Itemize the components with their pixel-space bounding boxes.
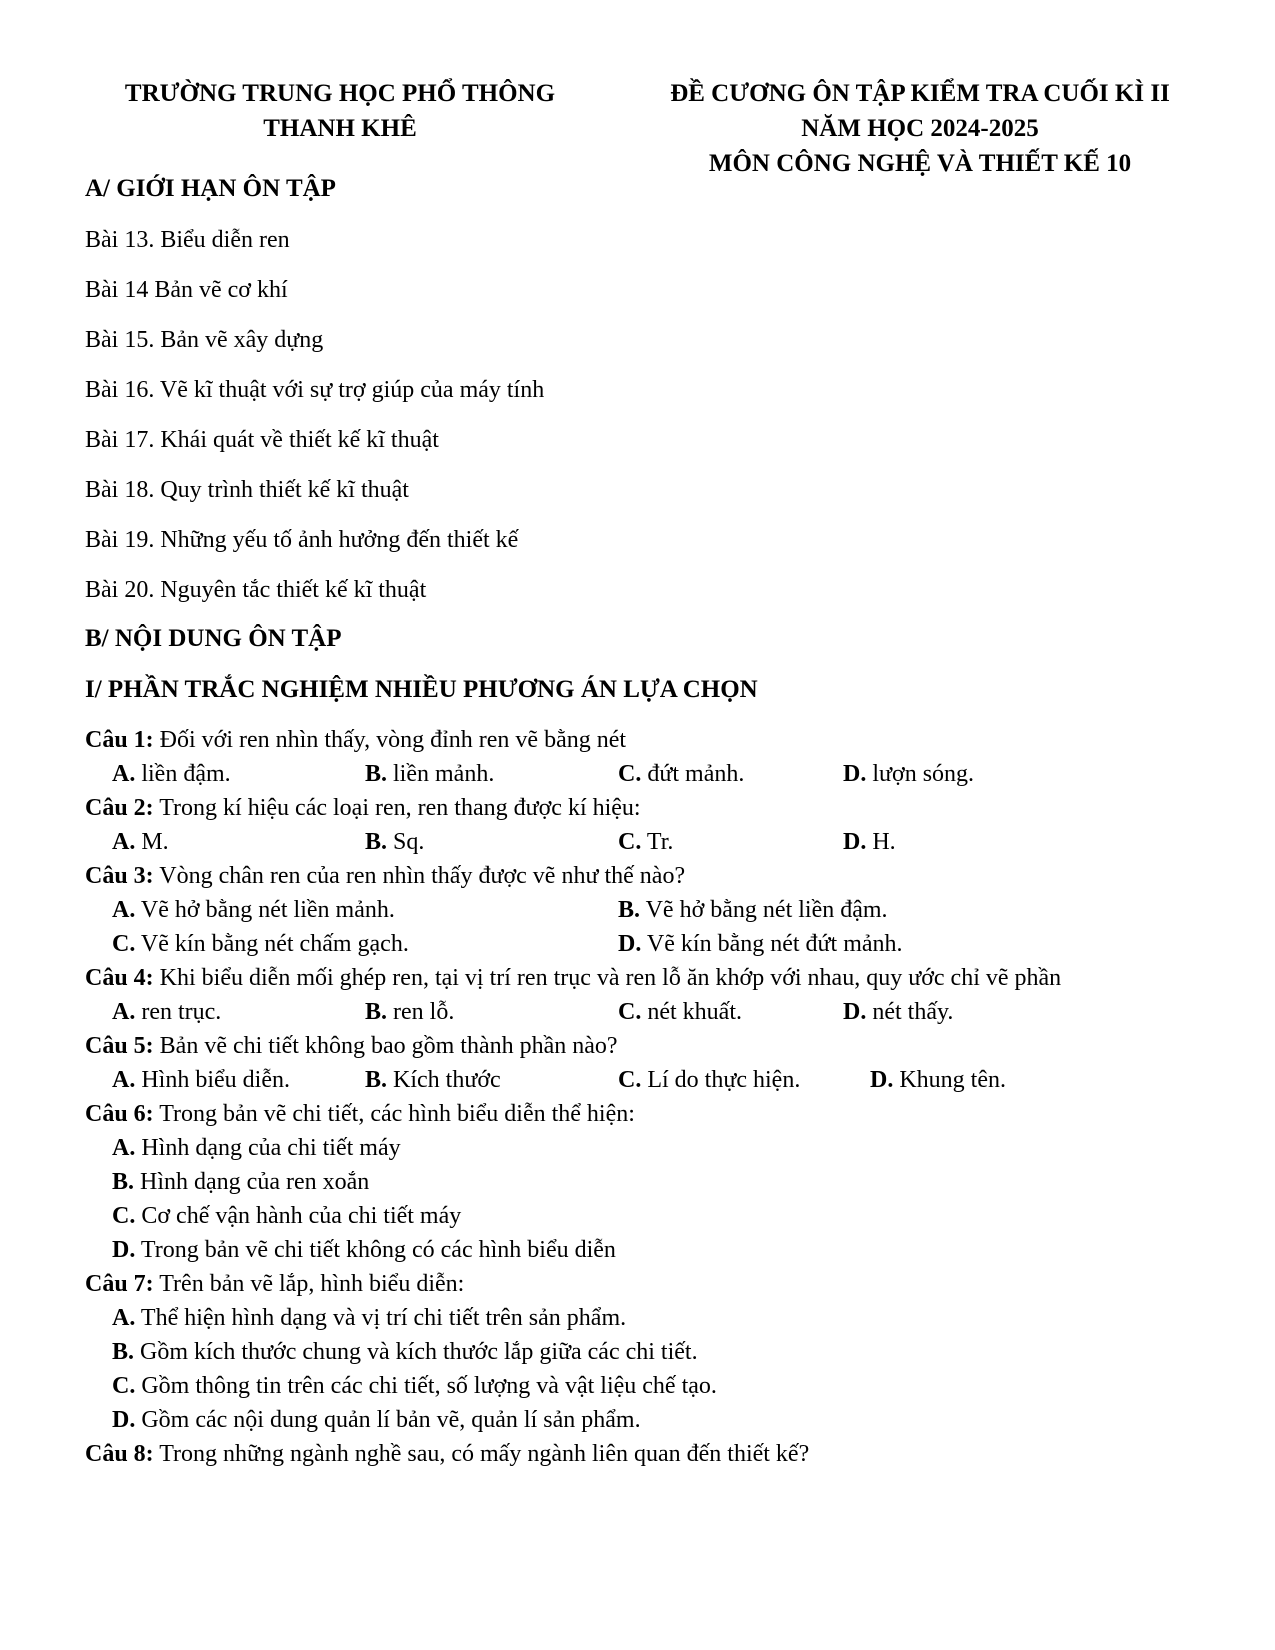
option-a: A. Vẽ hở bằng nét liền mảnh. <box>112 897 395 923</box>
question-label: Câu 7: <box>85 1271 154 1297</box>
option-b: B. Vẽ hở bằng nét liền đậm. <box>618 897 888 923</box>
option-b: B. Kích thước <box>365 1067 501 1093</box>
option-d: D. Vẽ kín bằng nét đứt mảnh. <box>618 931 903 957</box>
option-c: C. Vẽ kín bằng nét chấm gạch. <box>112 931 409 957</box>
document-title-line-3: MÔN CÔNG NGHỆ VÀ THIẾT KẾ 10 <box>708 150 1132 177</box>
option-a: A. M. <box>112 829 169 855</box>
option-d: D. H. <box>843 829 896 855</box>
document-title-line-2: NĂM HỌC 2024-2025 <box>801 115 1039 142</box>
question-text: Trên bản vẽ lắp, hình biểu diễn: <box>153 1271 465 1297</box>
option-b: B. liền mảnh. <box>365 761 495 787</box>
question-8 <box>85 1442 809 1466</box>
question-text: Vòng chân ren của ren nhìn thấy được vẽ như thế nào? <box>153 863 686 889</box>
question-5 <box>85 1034 618 1058</box>
question-text: Trong bản vẽ chi tiết, các hình biểu diễn thể hiện: <box>153 1101 635 1127</box>
question-label: Câu 2: <box>85 795 154 821</box>
question-text: Bản vẽ chi tiết không bao gồm thành phần nào? <box>153 1033 618 1059</box>
question-6 <box>85 1102 635 1126</box>
option-c: C. Lí do thực hiện. <box>618 1067 801 1093</box>
option-a: A. ren trục. <box>112 999 222 1025</box>
lesson-item: Bài 17. Khái quát về thiết kế kĩ thuật <box>85 427 439 453</box>
question-label: Câu 4: <box>85 965 154 991</box>
part-1-title: I/ PHẦN TRẮC NGHIỆM NHIỀU PHƯƠNG ÁN LỰA CHỌN <box>85 676 758 703</box>
option-d: D. Trong bản vẽ chi tiết không có các hình biểu diễn <box>112 1237 616 1263</box>
question-text: Trong những ngành nghề sau, có mấy ngành liên quan đến thiết kế? <box>153 1441 810 1467</box>
option-c: C. Gồm thông tin trên các chi tiết, số lượng và vật liệu chế tạo. <box>112 1373 717 1399</box>
option-c: C. Tr. <box>618 829 674 855</box>
question-text: Khi biểu diễn mối ghép ren, tại vị trí ren trục và ren lỗ ăn khớp với nhau, quy ước chỉ vẽ phần <box>153 965 1062 991</box>
question-text: Đối với ren nhìn thấy, vòng đỉnh ren vẽ bằng nét <box>153 727 627 753</box>
option-a: A. Hình biểu diễn. <box>112 1067 290 1093</box>
question-label: Câu 6: <box>85 1101 154 1127</box>
option-c: C. đứt mảnh. <box>618 761 745 787</box>
option-a: A. liền đậm. <box>112 761 231 787</box>
option-b: B. Gồm kích thước chung và kích thước lắp giữa các chi tiết. <box>112 1339 698 1365</box>
question-label: Câu 5: <box>85 1033 154 1059</box>
lesson-item: Bài 15. Bản vẽ xây dựng <box>85 327 324 353</box>
question-3 <box>85 864 685 888</box>
document-title <box>625 76 1215 181</box>
section-a-title: A/ GIỚI HẠN ÔN TẬP <box>85 175 336 202</box>
option-d: D. nét thấy. <box>843 999 954 1025</box>
question-text: Trong kí hiệu các loại ren, ren thang được kí hiệu: <box>153 795 641 821</box>
option-c: C. nét khuất. <box>618 999 742 1025</box>
option-a: A. Thể hiện hình dạng và vị trí chi tiết trên sản phẩm. <box>112 1305 627 1331</box>
option-d: D. Khung tên. <box>870 1067 1006 1093</box>
school-name-line-2: THANH KHÊ <box>263 115 417 142</box>
document-title-line-1: ĐỀ CƯƠNG ÔN TẬP KIỂM TRA CUỐI KÌ II <box>670 80 1170 107</box>
school-name-line-1: TRƯỜNG TRUNG HỌC PHỔ THÔNG <box>124 80 556 107</box>
option-c: C. Cơ chế vận hành của chi tiết máy <box>112 1203 462 1229</box>
lesson-item: Bài 20. Nguyên tắc thiết kế kĩ thuật <box>85 577 427 603</box>
question-4 <box>85 966 1061 990</box>
question-label: Câu 1: <box>85 727 154 753</box>
question-2 <box>85 796 641 820</box>
lesson-item: Bài 18. Quy trình thiết kế kĩ thuật <box>85 477 409 503</box>
option-d: D. lượn sóng. <box>843 761 975 787</box>
option-b: B. Hình dạng của ren xoắn <box>112 1169 370 1195</box>
option-d: D. Gồm các nội dung quản lí bản vẽ, quản lí sản phẩm. <box>112 1407 641 1433</box>
option-a: A. Hình dạng của chi tiết máy <box>112 1135 401 1161</box>
question-7 <box>85 1272 464 1296</box>
question-label: Câu 8: <box>85 1441 154 1467</box>
section-b-title: B/ NỘI DUNG ÔN TẬP <box>85 625 342 652</box>
school-name <box>105 76 575 146</box>
lesson-item: Bài 13. Biểu diễn ren <box>85 227 290 253</box>
option-b: B. Sq. <box>365 829 425 855</box>
lesson-item: Bài 14 Bản vẽ cơ khí <box>85 277 288 303</box>
question-label: Câu 3: <box>85 863 154 889</box>
option-b: B. ren lỗ. <box>365 999 455 1025</box>
lesson-item: Bài 19. Những yếu tố ảnh hưởng đến thiết kế <box>85 527 519 553</box>
lesson-item: Bài 16. Vẽ kĩ thuật với sự trợ giúp của máy tính <box>85 377 545 403</box>
question-1 <box>85 728 626 752</box>
